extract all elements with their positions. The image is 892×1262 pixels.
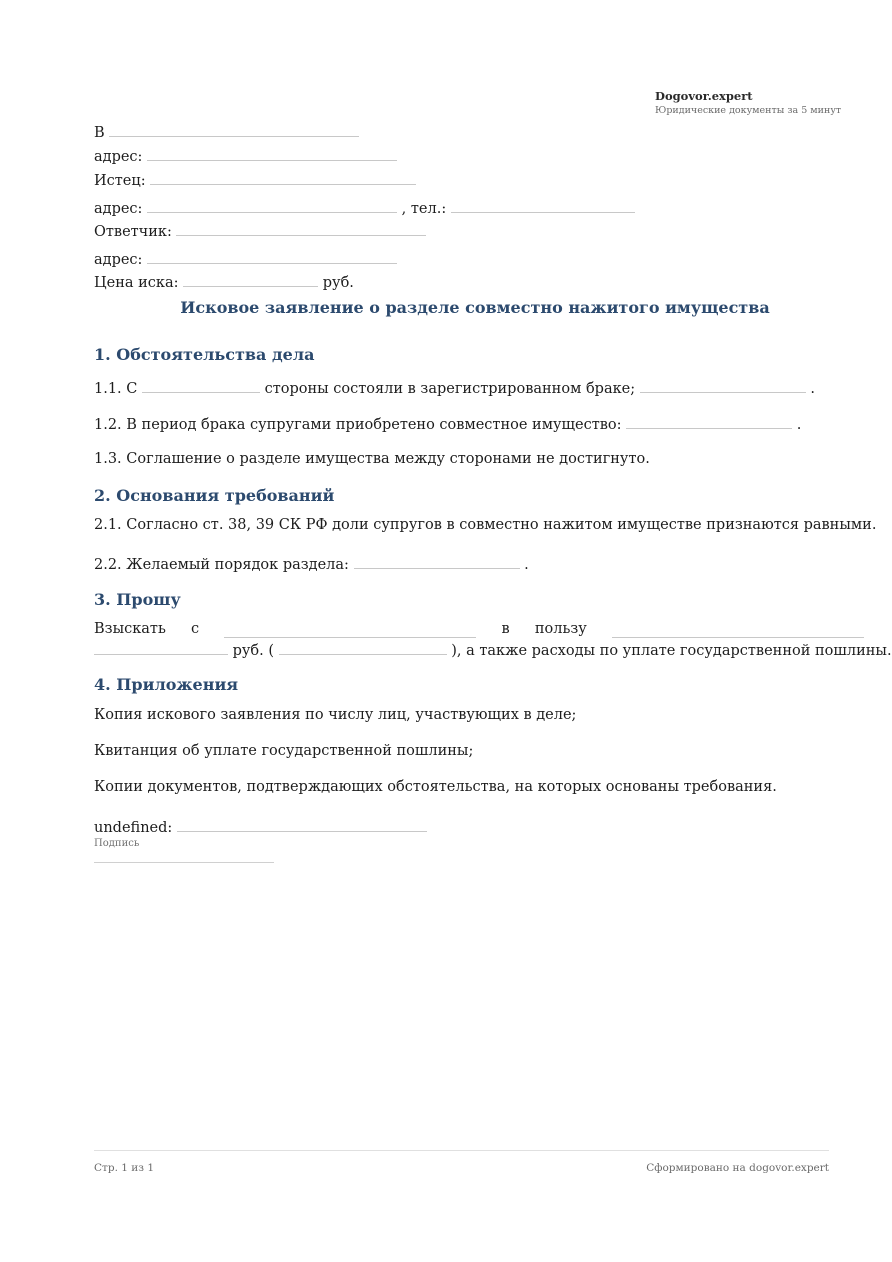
footer-generated: Сформировано на dogovor.expert <box>646 1162 829 1174</box>
currency-label: руб. <box>322 275 354 291</box>
property-field[interactable] <box>626 413 792 429</box>
phone-field[interactable] <box>451 197 635 213</box>
marriage-details-field[interactable] <box>640 377 806 393</box>
defendant-address-label: адрес: <box>94 252 143 268</box>
s3-v: в <box>501 621 510 637</box>
plaintiff-address-field[interactable] <box>147 197 397 213</box>
section2-p1: 2.1. Согласно ст. 38, 39 СК РФ доли супругов в совместно нажитом имуществе признаются равными. <box>94 517 877 533</box>
s3-s: с <box>191 621 200 637</box>
s1-p1-period: . <box>810 381 815 397</box>
from-party-field[interactable] <box>224 622 476 638</box>
plaintiff-label: Истец: <box>94 173 146 189</box>
marriage-date-field[interactable] <box>142 377 260 393</box>
section3-heading: 3. Прошу <box>94 590 181 609</box>
s1-p1-prefix: 1.1. С <box>94 381 138 397</box>
s1-p2-period: . <box>796 417 802 433</box>
footer-divider <box>94 1150 829 1151</box>
defendant-address-line <box>94 248 397 269</box>
s2-p2-period: . <box>524 557 529 573</box>
document-title: Исковое заявление о разделе совместно нажитого имущества <box>180 298 770 317</box>
s1-p1-middle: стороны состояли в зарегистрированном браке; <box>264 381 636 397</box>
signature-line <box>94 816 427 837</box>
claim-price-label: Цена иска: <box>94 275 179 291</box>
court-line <box>94 121 359 142</box>
signature-underline <box>94 862 274 863</box>
signature-label: undefined: <box>94 820 173 836</box>
court-address-field[interactable] <box>147 145 397 161</box>
amount-words-field[interactable] <box>279 639 447 655</box>
brand-block <box>655 89 841 118</box>
section4-heading: 4. Приложения <box>94 675 239 694</box>
claim-price-field[interactable] <box>183 271 318 287</box>
plaintiff-address-label: адрес: <box>94 201 143 217</box>
division-order-field[interactable] <box>354 553 520 569</box>
defendant-line <box>94 220 426 241</box>
appendix-item: Копии документов, подтверждающих обстоятельства, на которых основаны требования. <box>94 779 777 795</box>
section1-p1 <box>94 377 815 398</box>
section1-p2 <box>94 413 801 434</box>
to-party-field[interactable] <box>612 622 864 638</box>
section2-p2 <box>94 553 529 574</box>
court-address-label: адрес: <box>94 149 143 165</box>
signature-field[interactable] <box>177 816 427 832</box>
s3-tail: ), а также расходы по уплате государственной пошлины. <box>451 643 892 659</box>
section3-line2 <box>94 639 892 660</box>
appendix-item: Копия искового заявления по числу лиц, участвующих в деле; <box>94 707 577 723</box>
section1-heading: 1. Обстоятельства дела <box>94 345 315 364</box>
brand-tagline: Юридические документы за 5 минут <box>655 105 842 116</box>
section1-p3: 1.3. Соглашение о разделе имущества между сторонами не достигнуто. <box>94 451 650 467</box>
s2-p2-prefix: 2.2. Желаемый порядок раздела: <box>94 557 349 573</box>
signature-caption: Подпись <box>94 838 140 849</box>
s3-polzu: пользу <box>534 621 587 637</box>
page-number: Стр. 1 из 1 <box>94 1162 155 1174</box>
plaintiff-address-line <box>94 197 635 218</box>
appendix-item: Квитанция об уплате государственной пошлины; <box>94 743 474 759</box>
court-address-line <box>94 145 397 166</box>
brand-name: Dogovor.expert <box>655 89 753 103</box>
phone-label: , тел.: <box>401 201 447 217</box>
plaintiff-field[interactable] <box>150 169 416 185</box>
court-label: В <box>94 125 105 141</box>
section3-line1 <box>94 620 864 638</box>
court-field[interactable] <box>109 121 359 137</box>
amount-field[interactable] <box>94 639 228 655</box>
defendant-field[interactable] <box>176 220 426 236</box>
defendant-address-field[interactable] <box>147 248 397 264</box>
plaintiff-line <box>94 169 416 190</box>
s1-p2-prefix: 1.2. В период брака супругами приобретено совместное имущество: <box>94 417 622 433</box>
section2-heading: 2. Основания требований <box>94 486 335 505</box>
claim-price-line <box>94 271 354 292</box>
s3-rub-paren: руб. ( <box>232 643 275 659</box>
s3-vzyskat: Взыскать <box>94 621 166 637</box>
defendant-label: Ответчик: <box>94 224 172 240</box>
